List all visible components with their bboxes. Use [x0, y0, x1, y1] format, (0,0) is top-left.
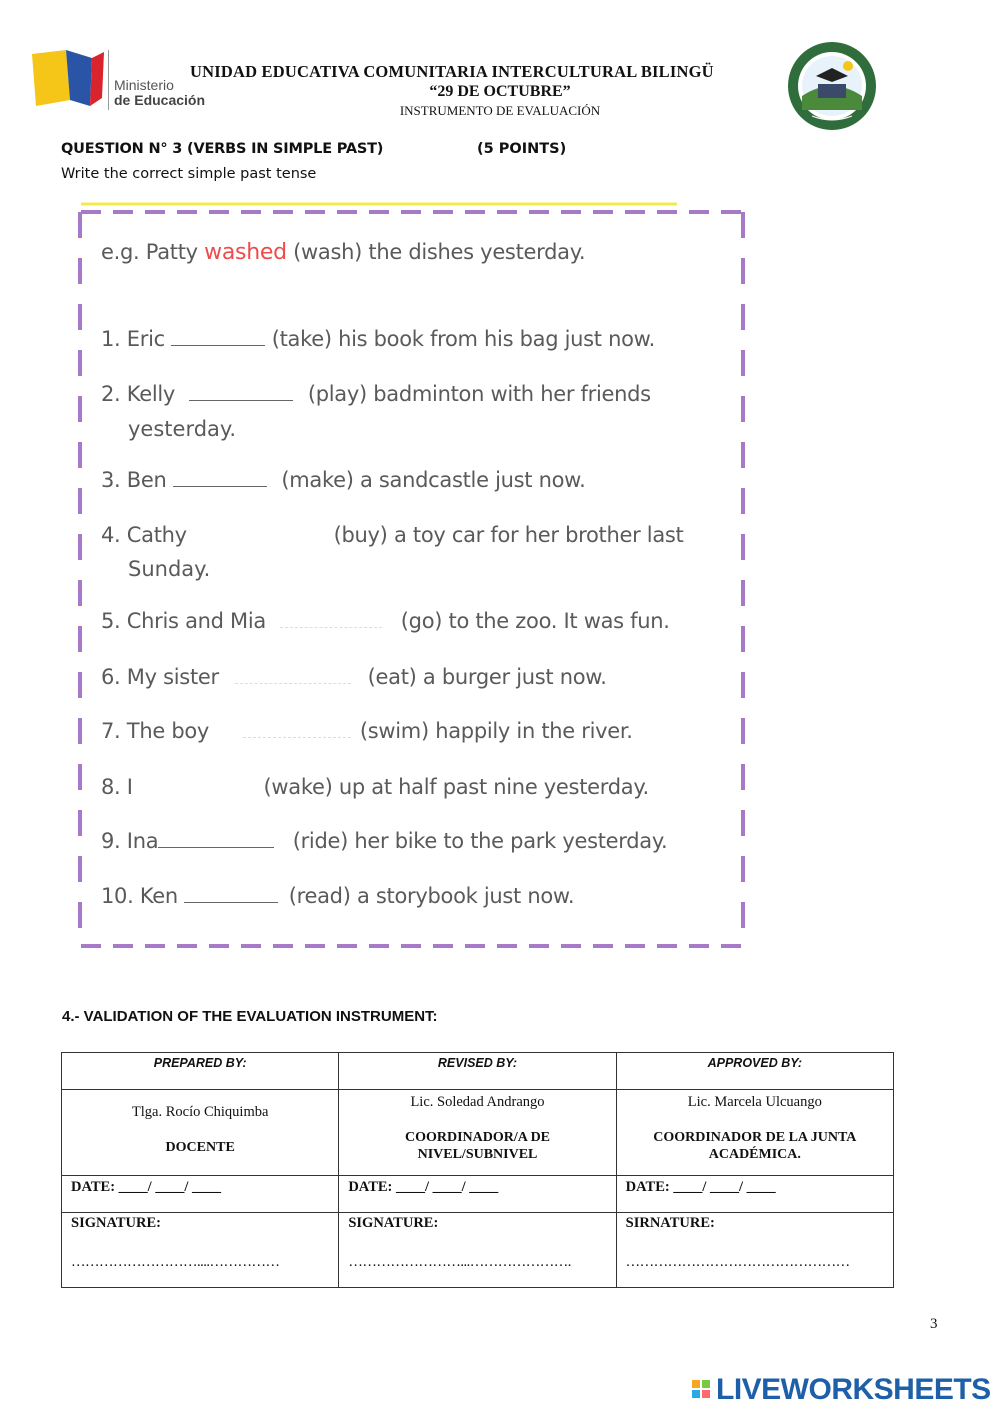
question-instruction: Write the correct simple past tense: [61, 166, 317, 182]
item-subject: 3. Ben: [101, 468, 167, 492]
item-subject: 7. The boy: [101, 719, 210, 743]
item-rest: (take) his book from his bag just now.: [271, 327, 655, 351]
list-item: [101, 665, 607, 689]
answer-blank[interactable]: [280, 611, 382, 628]
header-prepared: PREPARED BY:: [62, 1053, 339, 1090]
list-item: [101, 719, 633, 743]
signature-label: SIRNATURE:: [625, 1215, 715, 1231]
question-points: (5 POINTS): [477, 141, 567, 157]
validation-table: [61, 1052, 894, 1288]
item-continuation: yesterday.: [128, 417, 237, 441]
ministry-line2: de Educación: [114, 92, 206, 108]
item-rest: (play) badminton with her friends: [307, 382, 651, 406]
signature-label: SIGNATURE:: [348, 1215, 439, 1231]
item-rest: (wake) up at half past nine yesterday.: [263, 775, 649, 799]
approved-signature[interactable]: [616, 1213, 893, 1288]
document-type: INSTRUMENTO DE EVALUACIÓN: [399, 103, 601, 118]
item-subject: 5. Chris and Mia: [101, 609, 266, 633]
prepared-date[interactable]: DATE: ____/ ____/ ____: [62, 1176, 339, 1213]
header-revised: REVISED BY:: [339, 1053, 616, 1090]
item-rest: (go) to the zoo. It was fun.: [400, 609, 670, 633]
header-approved: APPROVED BY:: [616, 1053, 893, 1090]
school-name: UNIDAD EDUCATIVA COMUNITARIA INTERCULTURAL BILINGÜ: [190, 62, 714, 81]
item-rest: (make) a sandcastle just now.: [281, 468, 586, 492]
list-item: [101, 523, 683, 547]
ministry-line1: Ministerio: [114, 77, 174, 93]
answer-blank[interactable]: [235, 667, 351, 684]
prepared-name: Tlga. Rocío Chiquimba: [131, 1104, 269, 1120]
question-title: QUESTION N° 3 (VERBS IN SIMPLE PAST): [61, 141, 384, 157]
example-prefix: e.g. Patty: [101, 240, 198, 264]
answer-blank[interactable]: [171, 329, 265, 346]
item-rest: (buy) a toy car for her brother last: [333, 523, 684, 547]
signature-label: SIGNATURE:: [71, 1215, 161, 1231]
revised-role: COORDINADOR/A DE NIVEL/SUBNIVEL: [404, 1130, 551, 1162]
revised-name: Lic. Soledad Andrango: [410, 1094, 545, 1110]
prepared-role: DOCENTE: [165, 1140, 235, 1155]
signature-line: …………………………………………: [625, 1254, 850, 1270]
item-subject: 8. I: [101, 775, 133, 799]
list-item: [101, 884, 574, 908]
revised-date[interactable]: DATE: ____/ ____/ ____: [339, 1176, 616, 1213]
item-continuation: Sunday.: [128, 557, 211, 581]
item-subject: 6. My sister: [101, 665, 219, 689]
answer-blank[interactable]: [243, 721, 351, 738]
list-item: [101, 327, 655, 351]
list-item: [101, 775, 649, 799]
approved-name: Lic. Marcela Ulcuango: [687, 1094, 822, 1110]
prepared-cell: [62, 1090, 339, 1176]
approved-date[interactable]: DATE: ____/ ____/ ____: [616, 1176, 893, 1213]
approved-role: COORDINADOR DE LA JUNTA ACADÉMICA.: [653, 1130, 857, 1162]
approved-cell: [616, 1090, 893, 1176]
revised-cell: [339, 1090, 616, 1176]
item-subject: 10. Ken: [101, 884, 178, 908]
school-seal-icon: [786, 40, 878, 132]
answer-blank[interactable]: [201, 526, 321, 542]
list-item: [101, 829, 667, 853]
answer-blank[interactable]: [189, 384, 293, 401]
school-subtitle: “29 DE OCTUBRE”: [429, 83, 571, 100]
liveworksheets-brand[interactable]: LIVEWORKSHEETS: [716, 1373, 991, 1406]
item-subject: 4. Cathy: [101, 523, 187, 547]
revised-signature[interactable]: [339, 1213, 616, 1288]
item-rest: (swim) happily in the river.: [359, 719, 633, 743]
answer-blank[interactable]: [158, 831, 274, 848]
validation-title: 4.- VALIDATION OF THE EVALUATION INSTRUMENT:: [62, 1008, 438, 1025]
prepared-signature[interactable]: [62, 1213, 339, 1288]
example-suffix: (wash) the dishes yesterday.: [293, 240, 586, 264]
page-number: 3: [930, 1316, 938, 1332]
example-line: [101, 240, 585, 265]
item-rest: (read) a storybook just now.: [288, 884, 575, 908]
list-item: [101, 468, 585, 492]
item-subject: 9. Ina: [101, 829, 159, 853]
answer-blank[interactable]: [139, 778, 257, 794]
signature-line: ………………………....……………: [71, 1254, 280, 1270]
answer-blank[interactable]: [184, 886, 278, 903]
list-item: [101, 382, 651, 406]
item-rest: (ride) her bike to the park yesterday.: [292, 829, 668, 853]
item-subject: 2. Kelly: [101, 382, 176, 406]
item-rest: (eat) a burger just now.: [367, 665, 607, 689]
liveworksheets-logo-icon: [690, 1372, 714, 1406]
signature-line: ……………………...………………….: [348, 1254, 571, 1270]
answer-blank[interactable]: [173, 470, 267, 487]
item-subject: 1. Eric: [101, 327, 165, 351]
example-answer: washed: [204, 240, 287, 265]
list-item: [101, 609, 670, 633]
